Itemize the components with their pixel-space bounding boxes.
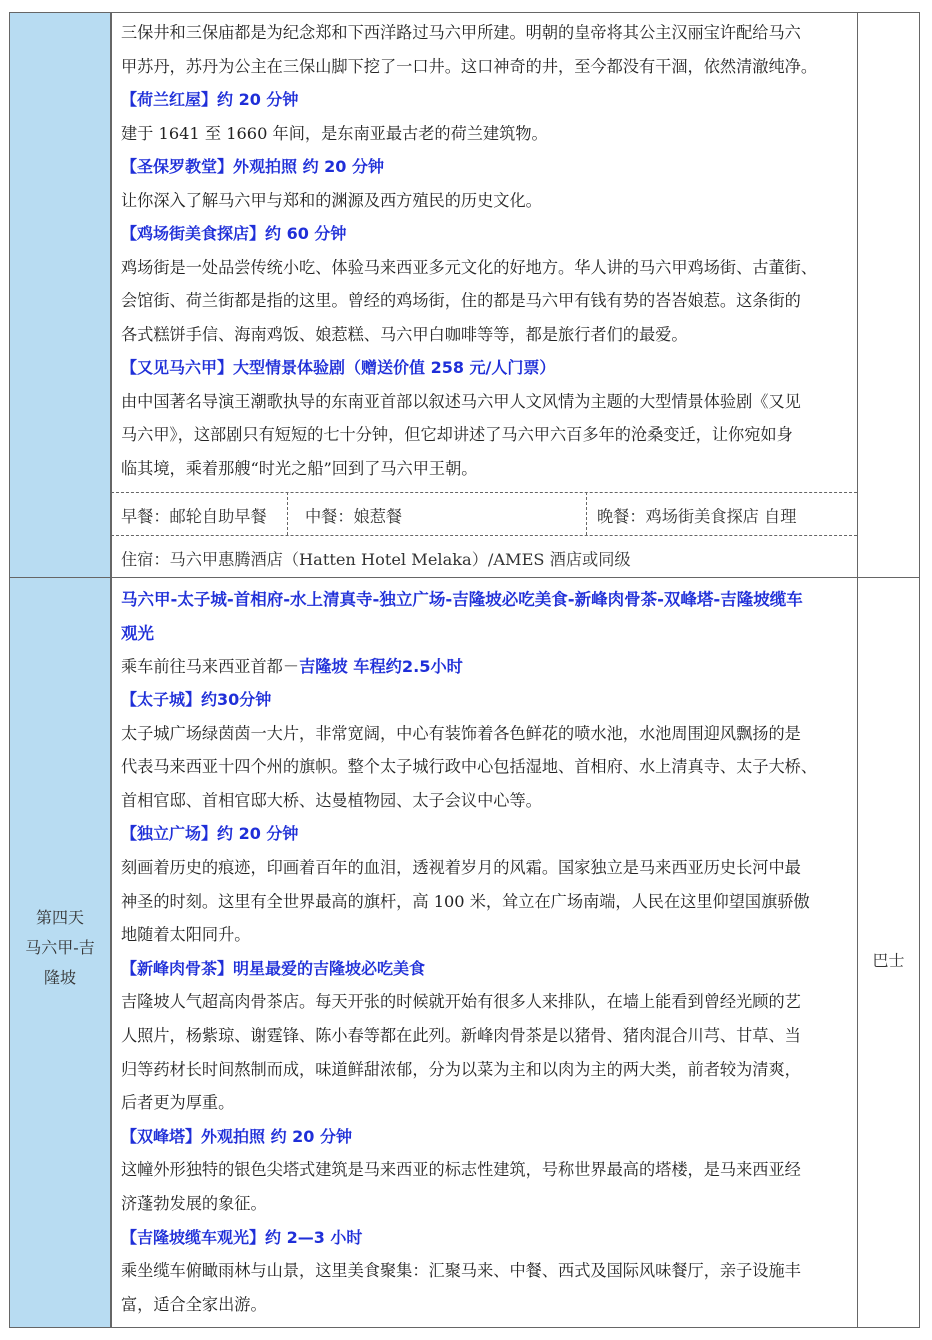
day4-title-line-2: 观光	[121, 624, 154, 643]
day3-paragraph-line: 建于 1641 至 1660 年间，是东南亚最古老的荷兰建筑物。	[121, 123, 548, 143]
lunch: 中餐：娘惹餐	[305, 507, 403, 526]
meal-divider-2	[586, 492, 587, 535]
day3-label-cell	[9, 12, 111, 577]
day3-paragraph-line: 由中国著名导演王潮歌执导的东南亚首部以叙述马六甲人文风情为主题的大型情景体验剧《又见	[121, 391, 801, 411]
dinner: 晚餐：鸡场街美食探店 自理	[597, 507, 797, 526]
day3-paragraph-line: 会馆街、荷兰街都是指的这里。曾经的鸡场街，住的都是马六甲有钱有势的峇峇娘惹。这条街的	[121, 291, 801, 310]
day4-label-line-1: 第四天	[35, 908, 84, 927]
breakfast: 早餐：邮轮自助早餐	[121, 507, 267, 526]
day3-attraction-heading: 【荷兰红屋】约 20 分钟	[121, 90, 299, 109]
day3-attraction-heading: 【圣保罗教堂】外观拍照 约 20 分钟	[121, 157, 384, 176]
day3-paragraph-line: 马六甲》，这部剧只有短短的七十分钟，但它却讲述了马六甲六百多年的沧桑变迁，让你宛如身	[121, 425, 793, 444]
day3-attraction-heading: 【又见马六甲】大型情景体验剧（赠送价值 258 元/人门票）	[121, 358, 556, 377]
day4-paragraph-line: 后者更为厚重。	[121, 1093, 235, 1113]
day4-attraction-heading: 【太子城】约30分钟	[121, 690, 272, 709]
day3-attraction-heading: 【鸡场街美食探店】约 60 分钟	[121, 224, 347, 243]
day4-paragraph-line: 太子城广场绿茵茵一大片，非常宽阔，中心有装饰着各色鲜花的喷水池，水池周围迎风飘扬的是	[121, 723, 801, 743]
day4-paragraph-line: 富，适合全家出游。	[121, 1294, 267, 1314]
day-separator	[9, 577, 920, 578]
day3-paragraph-line: 鸡场街是一处品尝传统小吃、体验马来西亚多元文化的好地方。华人讲的马六甲鸡场街、古董街、	[121, 257, 818, 277]
day4-paragraph-line: 吉隆坡人气超高肉骨茶店。每天开张的时候就开始有很多人来排队，在墙上能看到曾经光顾的艺	[121, 992, 801, 1012]
transport-mode: 巴士	[872, 951, 905, 970]
day4-paragraph-line: 代表马来西亚十四个州的旗帜。整个太子城行政中心包括湿地、首相府、水上清真寺、太子大桥、	[121, 757, 818, 777]
day4-paragraph-line: 刻画着历史的痕迹，印画着百年的血泪，透视着岁月的风霜。国家独立是马来西亚历史长河中最	[121, 858, 801, 877]
table-border-top	[9, 12, 920, 13]
table-border-left	[9, 12, 10, 1328]
meal-divider-1	[287, 492, 288, 535]
day3-paragraph-line: 各式糕饼手信、海南鸡饭、娘惹糕、马六甲白咖啡等等，都是旅行者们的最爱。	[121, 324, 688, 344]
lodging-row-top-border	[111, 535, 857, 536]
day4-title-line-1: 马六甲-太子城-首相府-水上清真寺-独立广场-吉隆坡必吃美食-新峰肉骨茶-双峰塔-吉隆坡缆车	[121, 590, 803, 609]
day4-paragraph-line: 神圣的时刻。这里有全世界最高的旗杆，高 100 米，耸立在广场南端，人民在这里仰望国旗骄傲	[121, 891, 810, 911]
transport-column-divider	[857, 12, 858, 1328]
table-border-right	[919, 12, 920, 1328]
day4-attraction-heading: 【新峰肉骨茶】明星最爱的吉隆坡必吃美食	[121, 958, 426, 978]
day4-paragraph-line: 济蓬勃发展的象征。	[121, 1194, 267, 1213]
day4-paragraph-line: 乘坐缆车俯瞰雨林与山景，这里美食聚集：汇聚马来、中餐、西式及国际风味餐厅，亲子设施丰	[121, 1261, 801, 1281]
day4-paragraph-line: 归等药材长时间熬制而成，味道鲜甜浓郁，分为以菜为主和以肉为主的两大类，前者较为清爽，	[121, 1059, 801, 1079]
day3-paragraph-line: 三保井和三保庙都是为纪念郑和下西洋路过马六甲所建。明朝的皇帝将其公主汉丽宝许配给马六	[121, 23, 801, 42]
day4-label-cell	[9, 578, 111, 1328]
drive-highlight: 吉隆坡 车程约2.5小时	[299, 657, 463, 676]
day4-label-line-3: 隆坡	[43, 968, 76, 987]
day4-attraction-heading: 【独立广场】约 20 分钟	[121, 824, 299, 844]
day4-paragraph-line: 人照片，杨紫琼、谢霆锋、陈小春等都在此列。新峰肉骨茶是以猪骨、猪肉混合川芎、甘草、当	[121, 1026, 801, 1045]
day4-paragraph-line: 地随着太阳同升。	[121, 925, 251, 945]
day4-paragraph-line: 首相官邸、首相官邸大桥、达曼植物园、太子会议中心等。	[121, 790, 542, 810]
lodging: 住宿：马六甲惠腾酒店（Hatten Hotel Melaka）/AMES 酒店或同级	[121, 550, 631, 569]
day4-attraction-heading: 【双峰塔】外观拍照 约 20 分钟	[121, 1126, 352, 1146]
day4-drive-line	[121, 656, 463, 678]
day3-paragraph-line: 临其境，乘着那艘“时光之船”回到了马六甲王朝。	[121, 458, 478, 478]
day4-attraction-heading: 【吉隆坡缆车观光】约 2—3 小时	[121, 1227, 363, 1247]
drive-prefix: 乘车前往马来西亚首都－	[121, 657, 300, 676]
meals-row-top-border	[111, 492, 857, 493]
day4-paragraph-line: 这幢外形独特的银色尖塔式建筑是马来西亚的标志性建筑，号称世界最高的塔楼，是马来西亚经	[121, 1160, 801, 1180]
day-column-divider	[111, 12, 112, 1328]
table-border-bottom	[9, 1327, 920, 1328]
day3-paragraph-line: 让你深入了解马六甲与郑和的渊源及西方殖民的历史文化。	[121, 190, 542, 210]
day4-label-line-2: 马六甲-吉	[25, 938, 95, 957]
day3-paragraph-line: 甲苏丹，苏丹为公主在三保山脚下挖了一口井。这口神奇的井，至今都没有干涸，依然清澈纯净。	[121, 56, 818, 76]
